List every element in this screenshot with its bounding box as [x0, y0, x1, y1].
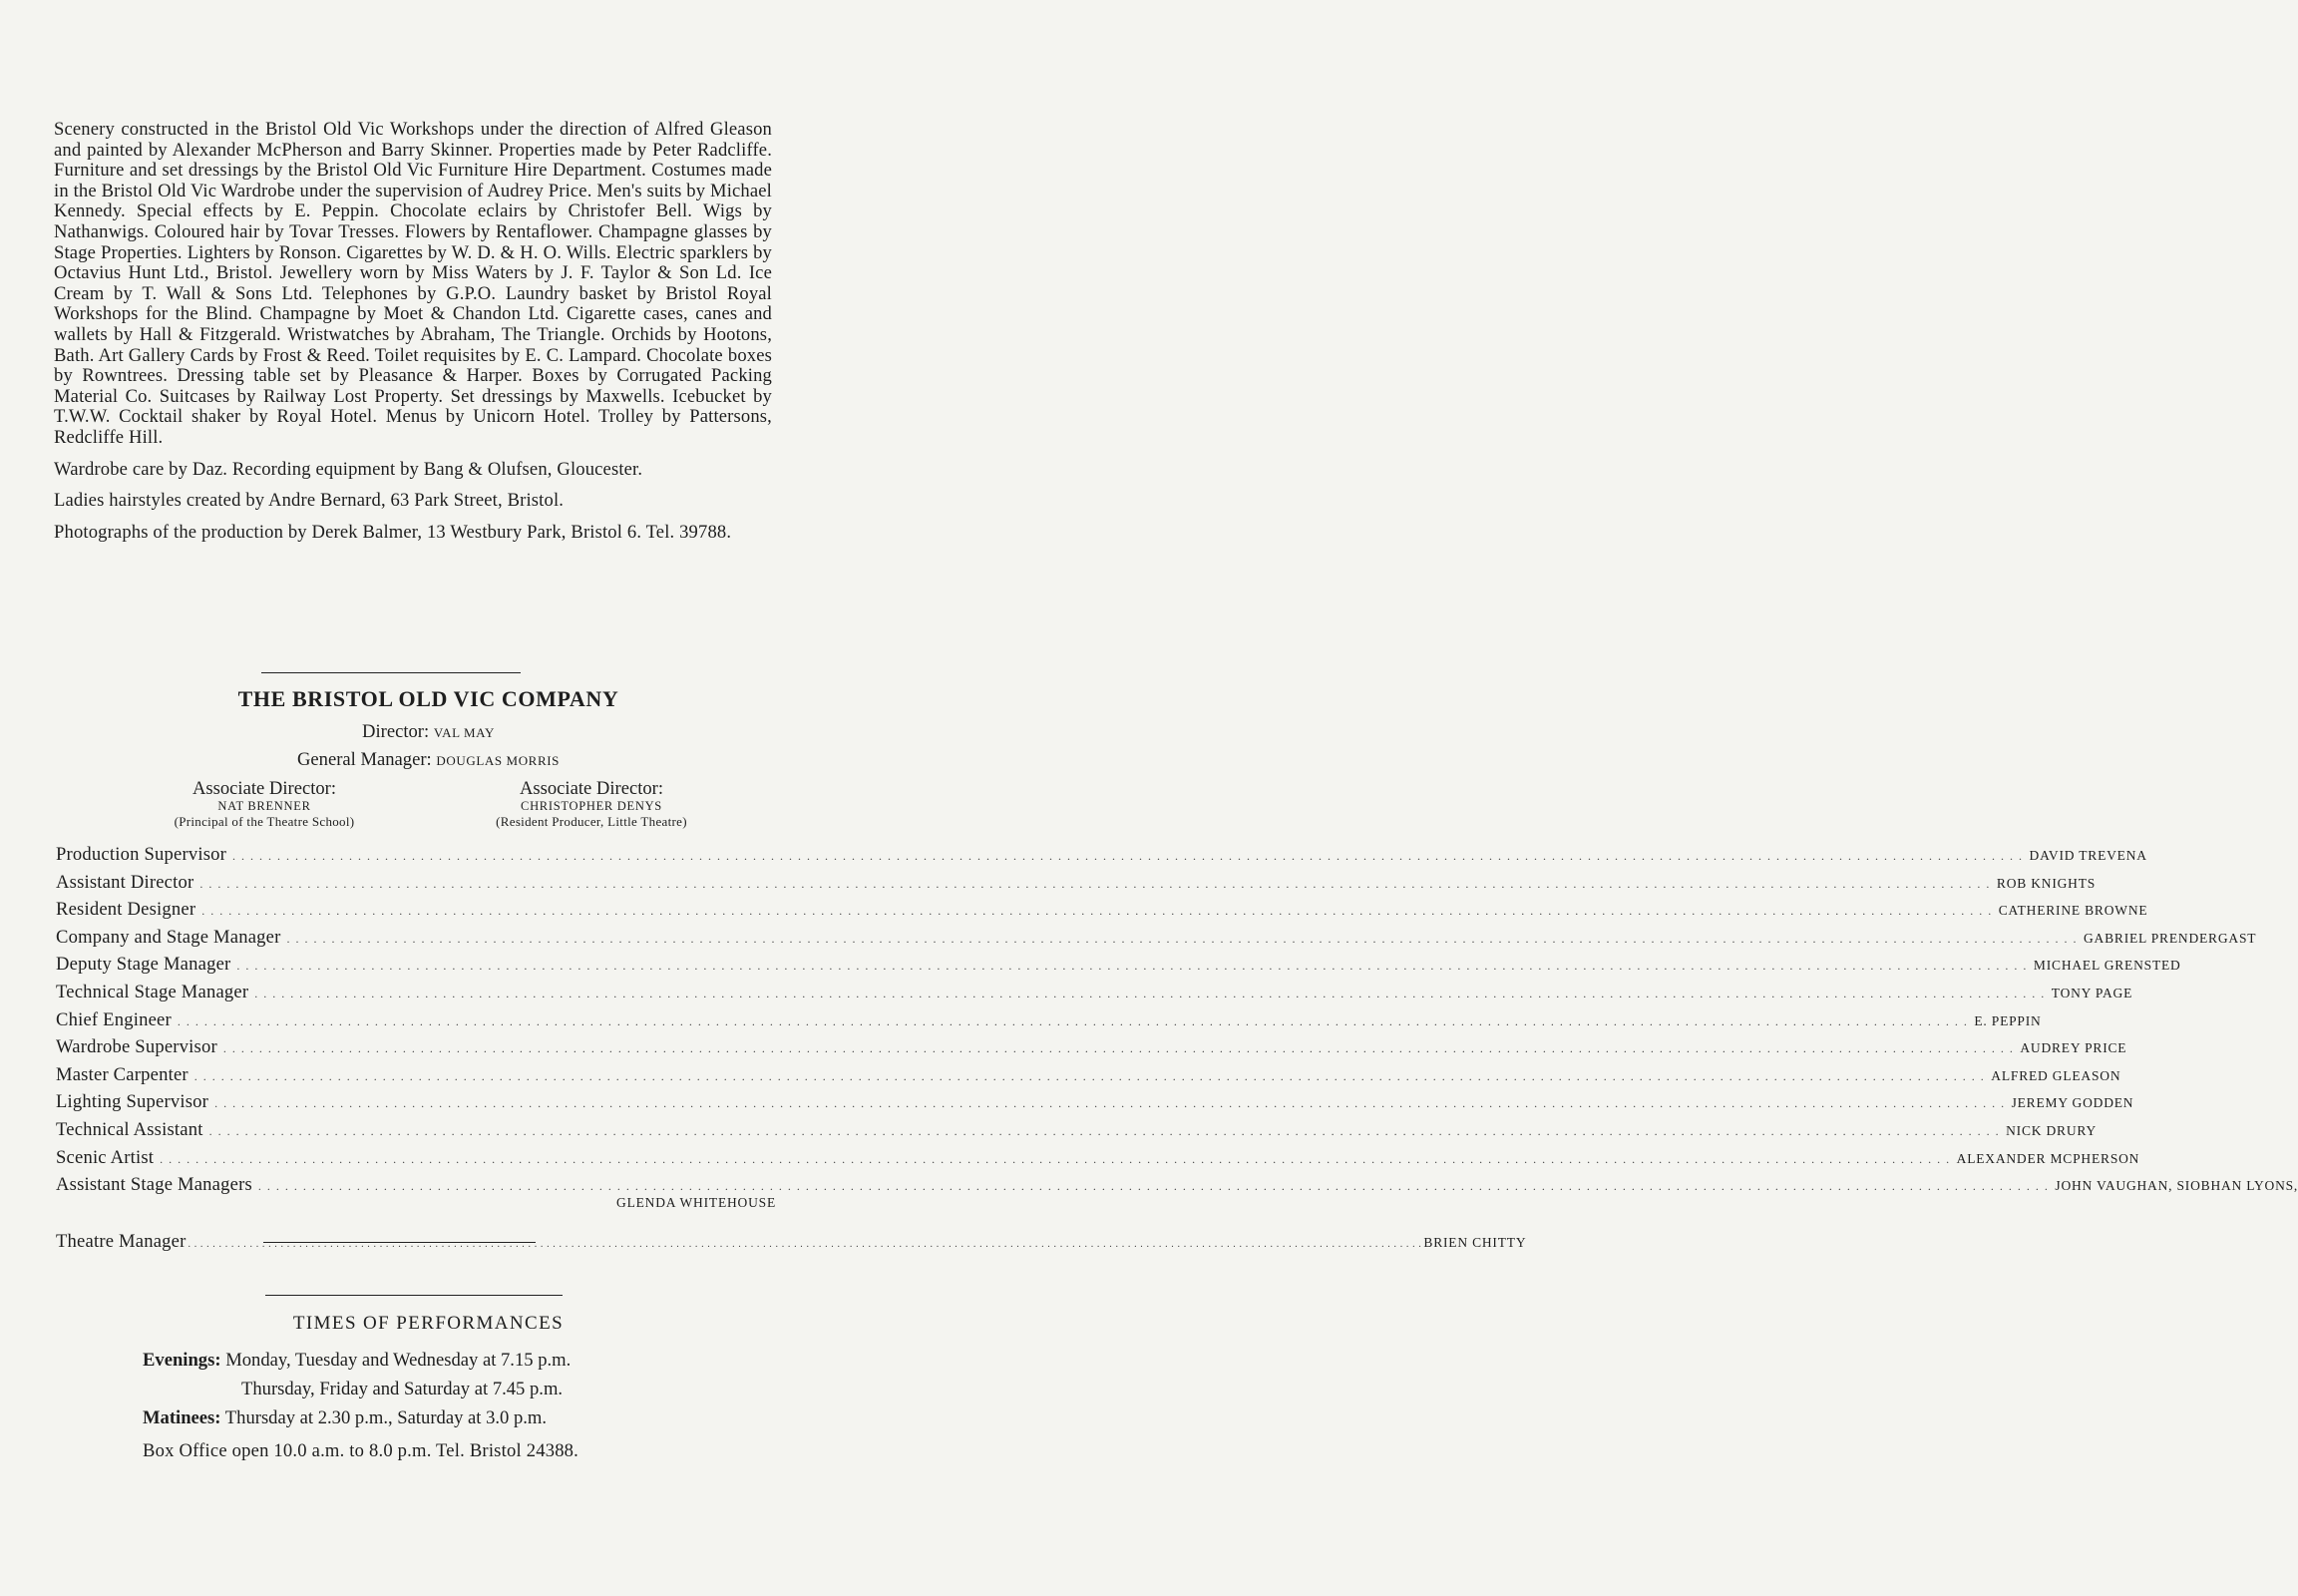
- staff-row: [56, 926, 2257, 955]
- credits-paragraph: Scenery constructed in the Bristol Old Vic Workshops under the direction of Alfred Gleason and painted by Alexander McPherson and Barry Skinner. Properties made by Peter Radcliffe. Furniture and set dressings by the Bristol Old Vic Furniture Hire Department. Costumes made in the Bristol Old Vic Wardrobe under the supervision of Audrey Price. Men's suits by Michael Kennedy. Special effects by E. Peppin. Chocolate eclairs by Christofer Bell. Wigs by Nathanwigs. Coloured hair by Tovar Tresses. Flowers by Rentaflower. Champagne glasses by Stage Properties. Lighters by Ronson. Cigarettes by W. D. & H. O. Wills. Electric sparklers by Octavius Hunt Ltd., Bristol. Jewellery worn by Miss Waters by J. F. Taylor & Son Ld. Ice Cream by T. Wall & Sons Ltd. Telephones by G.P.O. Laundry basket by Bristol Royal Workshops for the Blind. Champagne by Moet & Chandon Ltd. Cigarette cases, canes and wallets by Hall & Fitzgerald. Wristwatches by Abraham, The Triangle. Orchids by Hootons, Bath. Art Gallery Cards by Frost & Reed. Toilet requisites by E. C. Lampard. Chocolate boxes by Rowntrees. Dressing table set by Pleasance & Harper. Boxes by Corrugated Packing Material Co. Suitcases by Railway Lost Property. Set dressings by Maxwells. Icebucket by T.W.W. Cocktail shaker by Royal Hotel. Menus by Unicorn Hotel. Trolley by Pattersons, Redcliffe Hill.: [54, 119, 772, 448]
- director-label: Director:: [362, 721, 430, 742]
- staff-role: Company and Stage Manager: [56, 926, 281, 948]
- staff-name: TONY PAGE: [2051, 985, 2133, 1000]
- associate-director-block: [452, 778, 731, 829]
- staff-role: Production Supervisor: [56, 844, 227, 865]
- staff-role: Lighting Supervisor: [56, 1091, 209, 1113]
- staff-role: Deputy Stage Manager: [56, 954, 231, 976]
- leader-dots: . . . . . . . . . . . . . . . . . . . . . . . . . . . . . . . . . . . . . . . . . . . . . . . . . . . . . . . . . . . . . . . . . . . . . . . . . . . . . . . . . . . . . . . . . . . . . . . . . . . . . . . . . . . . . . . . . . . . . . . . . . . . . . . . . . . . . . . . . . . . . . . . . . . . . . . . . . . . . . . . . . . . . . . . . . . . . . . . . . . . . . . . . . . . . . . . . . . . . . . .: [199, 876, 1991, 891]
- director-name: VAL MAY: [433, 725, 495, 740]
- leader-dots: . . . . . . . . . . . . . . . . . . . . . . . . . . . . . . . . . . . . . . . . . . . . . . . . . . . . . . . . . . . . . . . . . . . . . . . . . . . . . . . . . . . . . . . . . . . . . . . . . . . . . . . . . . . . . . . . . . . . . . . . . . . . . . . . . . . . . . . . . . . . . . . . . . . . . . . . . . . . . . . . . . . . . . . . . . . . . . . . . . . . . . . . . . . . . . . . . . . . . . . .: [286, 931, 2078, 946]
- staff-name: ALEXANDER MCPHERSON: [1956, 1150, 2140, 1166]
- evenings-line: [143, 1350, 571, 1372]
- staff-name: E. PEPPIN: [1974, 1012, 2042, 1028]
- staff-row: [56, 981, 2133, 1009]
- staff-row: [56, 1091, 2134, 1119]
- staff-role: Scenic Artist: [56, 1146, 155, 1168]
- leader-dots: . . . . . . . . . . . . . . . . . . . . . . . . . . . . . . . . . . . . . . . . . . . . . . . . . . . . . . . . . . . . . . . . . . . . . . . . . . . . . . . . . . . . . . . . . . . . . . . . . . . . . . . . . . . . . . . . . . . . . . . . . . . . . . . . . . . . . . . . . . . . . . . . . . . . . . . . . . . . . . . . . . . . . . . . . . . . . . . . . . . . . . . . . . . . . . . . . . . . . . . .: [236, 959, 2028, 974]
- leader-dots: . . . . . . . . . . . . . . . . . . . . . . . . . . . . . . . . . . . . . . . . . . . . . . . . . . . . . . . . . . . . . . . . . . . . . . . . . . . . . . . . . . . . . . . . . . . . . . . . . . . . . . . . . . . . . . . . . . . . . . . . . . . . . . . . . . . . . . . . . . . . . . . . . . . . . . . . . . . . . . . . . . . . . . . . . . . . . . . . . . . . . . . . . . . . . . . . . . . . . . . .: [214, 1096, 2006, 1111]
- matinees-times: Thursday at 2.30 p.m., Saturday at 3.0 p.m.: [224, 1407, 548, 1428]
- staff-name: CATHERINE BROWNE: [1998, 903, 2148, 919]
- associate-director-name: CHRISTOPHER DENYS: [521, 799, 662, 813]
- staff-role: Assistant Director: [56, 871, 194, 893]
- credits-paragraph: Ladies hairstyles created by Andre Bernard, 63 Park Street, Bristol.: [54, 490, 565, 512]
- leader-dots: . . . . . . . . . . . . . . . . . . . . . . . . . . . . . . . . . . . . . . . . . . . . . . . . . . . . . . . . . . . . . . . . . . . . . . . . . . . . . . . . . . . . . . . . . . . . . . . . . . . . . . . . . . . . . . . . . . . . . . . . . . . . . . . . . . . . . . . . . . . . . . . . . . . . . . . . . . . . . . . . . . . . . . . . . . . . . . . . . . . . . . . . . . . . . . . . . . . . . . . .: [177, 1013, 1969, 1028]
- staff-row: [56, 1008, 2042, 1037]
- associate-director-name: NAT BRENNER: [217, 799, 311, 813]
- divider: [261, 672, 521, 673]
- staff-row: [56, 1146, 2140, 1175]
- associate-director-note: (Principal of the Theatre School): [174, 814, 355, 829]
- staff-name-continued: GLENDA WHITEHOUSE: [616, 1194, 776, 1210]
- associate-director-block: [140, 778, 389, 829]
- leader-dots: . . . . . . . . . . . . . . . . . . . . . . . . . . . . . . . . . . . . . . . . . . . . . . . . . . . . . . . . . . . . . . . . . . . . . . . . . . . . . . . . . . . . . . . . . . . . . . . . . . . . . . . . . . . . . . . . . . . . . . . . . . . . . . . . . . . . . . . . . . . . . . . . . . . . . . . . . . . . . . . . . . . . . . . . . . . . . . . . . . . . . . . . . . . . . . . . . . . . . . . .: [193, 1068, 1986, 1083]
- leader-dots: . . . . . . . . . . . . . . . . . . . . . . . . . . . . . . . . . . . . . . . . . . . . . . . . . . . . . . . . . . . . . . . . . . . . . . . . . . . . . . . . . . . . . . . . . . . . . . . . . . . . . . . . . . . . . . . . . . . . . . . . . . . . . . . . . . . . . . . . . . . . . . . . . . . . . . . . . . . . . . . . . . . . . . . . . . . . . . . . . . . . . . . . . . . . . . . . . . . . . . . .: [160, 1151, 1951, 1166]
- staff-row: [56, 899, 2148, 927]
- company-title: THE BRISTOL OLD VIC COMPANY: [237, 686, 619, 711]
- staff-row: [56, 1036, 2127, 1064]
- staff-role: Chief Engineer: [56, 1008, 172, 1030]
- staff-name: GABRIEL PRENDERGAST: [2083, 930, 2257, 946]
- staff-name: AUDREY PRICE: [2020, 1040, 2127, 1056]
- performances-title: TIMES OF PERFORMANCES: [292, 1313, 565, 1334]
- credits-paragraph: Wardrobe care by Daz. Recording equipment by Bang & Olufsen, Gloucester.: [54, 458, 643, 480]
- staff-name: ROB KNIGHTS: [1996, 875, 2097, 891]
- staff-role: Theatre Manager: [56, 1231, 187, 1252]
- staff-name: BRIEN CHITTY: [1423, 1235, 1527, 1250]
- staff-role: Resident Designer: [56, 899, 196, 921]
- evenings-line-2: Thursday, Friday and Saturday at 7.45 p.m.: [241, 1379, 564, 1399]
- leader-dots: . . . . . . . . . . . . . . . . . . . . . . . . . . . . . . . . . . . . . . . . . . . . . . . . . . . . . . . . . . . . . . . . . . . . . . . . . . . . . . . . . . . . . . . . . . . . . . . . . . . . . . . . . . . . . . . . . . . . . . . . . . . . . . . . . . . . . . . . . . . . . . . . . . . . . . . . . . . . . . . . . . . . . . . . . . . . . . . . . . . . . . . . . . . . . . . . . . . . . . . .: [201, 904, 1993, 919]
- staff-row: [56, 871, 2097, 900]
- staff-row: [56, 954, 2181, 982]
- staff-role: Technical Stage Manager: [56, 981, 249, 1002]
- leader-dots: . . . . . . . . . . . . . . . . . . . . . . . . . . . . . . . . . . . . . . . . . . . . . . . . . . . . . . . . . . . . . . . . . . . . . . . . . . . . . . . . . . . . . . . . . . . . . . . . . . . . . . . . . . . . . . . . . . . . . . . . . . . . . . . . . . . . . . . . . . . . . . . . . . . . . . . . . . . . . . . . . . . . . . . . . . . . . . . . . . . . . . . . . . . . . . . . . . . . . . . .: [254, 986, 2046, 1000]
- divider: [265, 1295, 563, 1296]
- associate-director-note: (Resident Producer, Little Theatre): [496, 814, 687, 829]
- staff-name: JOHN VAUGHAN, SIOBHAN LYONS,: [2055, 1178, 2298, 1194]
- credits-paragraph: Photographs of the production by Derek Balmer, 13 Westbury Park, Bristol 6. Tel. 39788.: [54, 521, 732, 543]
- staff-role: Wardrobe Supervisor: [56, 1036, 217, 1058]
- staff-row: [56, 844, 2147, 872]
- staff-list: [56, 844, 2298, 1211]
- matinees-label: Matinees:: [143, 1407, 221, 1428]
- staff-name: DAVID TREVENA: [2029, 848, 2147, 863]
- general-manager-name: DOUGLAS MORRIS: [436, 753, 560, 768]
- director-line: [0, 721, 857, 743]
- associate-director-label: Associate Director:: [519, 778, 664, 799]
- staff-row: [56, 1231, 1527, 1259]
- staff-row: [56, 1063, 2121, 1092]
- leader-dots: . . . . . . . . . . . . . . . . . . . . . . . . . . . . . . . . . . . . . . . . . . . . . . . . . . . . . . . . . . . . . . . . . . . . . . . . . . . . . . . . . . . . . . . . . . . . . . . . . . . . . . . . . . . . . . . . . . . . . . . . . . . . . . . . . . . . . . . . . . . . . . . . . . . . . . . . . . . . . . . . . . . . . . . . . . . . . . . . . . . . . . . . . . . . . . . . . . . . . . . .: [257, 1179, 2050, 1194]
- leader-dots: . . . . . . . . . . . . . . . . . . . . . . . . . . . . . . . . . . . . . . . . . . . . . . . . . . . . . . . . . . . . . . . . . . . . . . . . . . . . . . . . . . . . . . . . . . . . . . . . . . . . . . . . . . . . . . . . . . . . . . . . . . . . . . . . . . . . . . . . . . . . . . . . . . . . . . . . . . . . . . . . . . . . . . . . . . . . . . . . . . . . . . . . . . . . . . . . . . . . . . . .: [188, 1239, 1422, 1250]
- theatre-manager-row: [56, 1231, 1527, 1259]
- staff-role: Master Carpenter: [56, 1063, 189, 1085]
- associate-director-label: Associate Director:: [192, 778, 337, 799]
- staff-name: MICHAEL GRENSTED: [2033, 958, 2181, 974]
- staff-name: NICK DRURY: [2006, 1122, 2097, 1138]
- evenings-times: Monday, Tuesday and Wednesday at 7.15 p.m.: [225, 1350, 572, 1371]
- staff-row: [56, 1118, 2097, 1147]
- leader-dots: . . . . . . . . . . . . . . . . . . . . . . . . . . . . . . . . . . . . . . . . . . . . . . . . . . . . . . . . . . . . . . . . . . . . . . . . . . . . . . . . . . . . . . . . . . . . . . . . . . . . . . . . . . . . . . . . . . . . . . . . . . . . . . . . . . . . . . . . . . . . . . . . . . . . . . . . . . . . . . . . . . . . . . . . . . . . . . . . . . . . . . . . . . . . . . . . . . . . . . . .: [208, 1123, 2001, 1138]
- staff-name: ALFRED GLEASON: [1991, 1067, 2121, 1083]
- box-office-info: Box Office open 10.0 a.m. to 8.0 p.m. Tel. Bristol 24388.: [143, 1440, 579, 1461]
- general-manager-line: [0, 749, 857, 771]
- staff-role: Assistant Stage Managers: [56, 1174, 252, 1196]
- production-credits: [54, 120, 772, 554]
- general-manager-label: General Manager:: [296, 749, 432, 770]
- leader-dots: . . . . . . . . . . . . . . . . . . . . . . . . . . . . . . . . . . . . . . . . . . . . . . . . . . . . . . . . . . . . . . . . . . . . . . . . . . . . . . . . . . . . . . . . . . . . . . . . . . . . . . . . . . . . . . . . . . . . . . . . . . . . . . . . . . . . . . . . . . . . . . . . . . . . . . . . . . . . . . . . . . . . . . . . . . . . . . . . . . . . . . . . . . . . . . . . . . . . . . . .: [222, 1041, 2015, 1056]
- staff-name: JEREMY GODDEN: [2011, 1095, 2134, 1111]
- staff-role: Technical Assistant: [56, 1118, 203, 1140]
- leader-dots: . . . . . . . . . . . . . . . . . . . . . . . . . . . . . . . . . . . . . . . . . . . . . . . . . . . . . . . . . . . . . . . . . . . . . . . . . . . . . . . . . . . . . . . . . . . . . . . . . . . . . . . . . . . . . . . . . . . . . . . . . . . . . . . . . . . . . . . . . . . . . . . . . . . . . . . . . . . . . . . . . . . . . . . . . . . . . . . . . . . . . . . . . . . . . . . . . . . . . . . .: [232, 849, 2024, 863]
- matinees-line: [143, 1407, 547, 1429]
- evenings-label: Evenings:: [143, 1350, 221, 1371]
